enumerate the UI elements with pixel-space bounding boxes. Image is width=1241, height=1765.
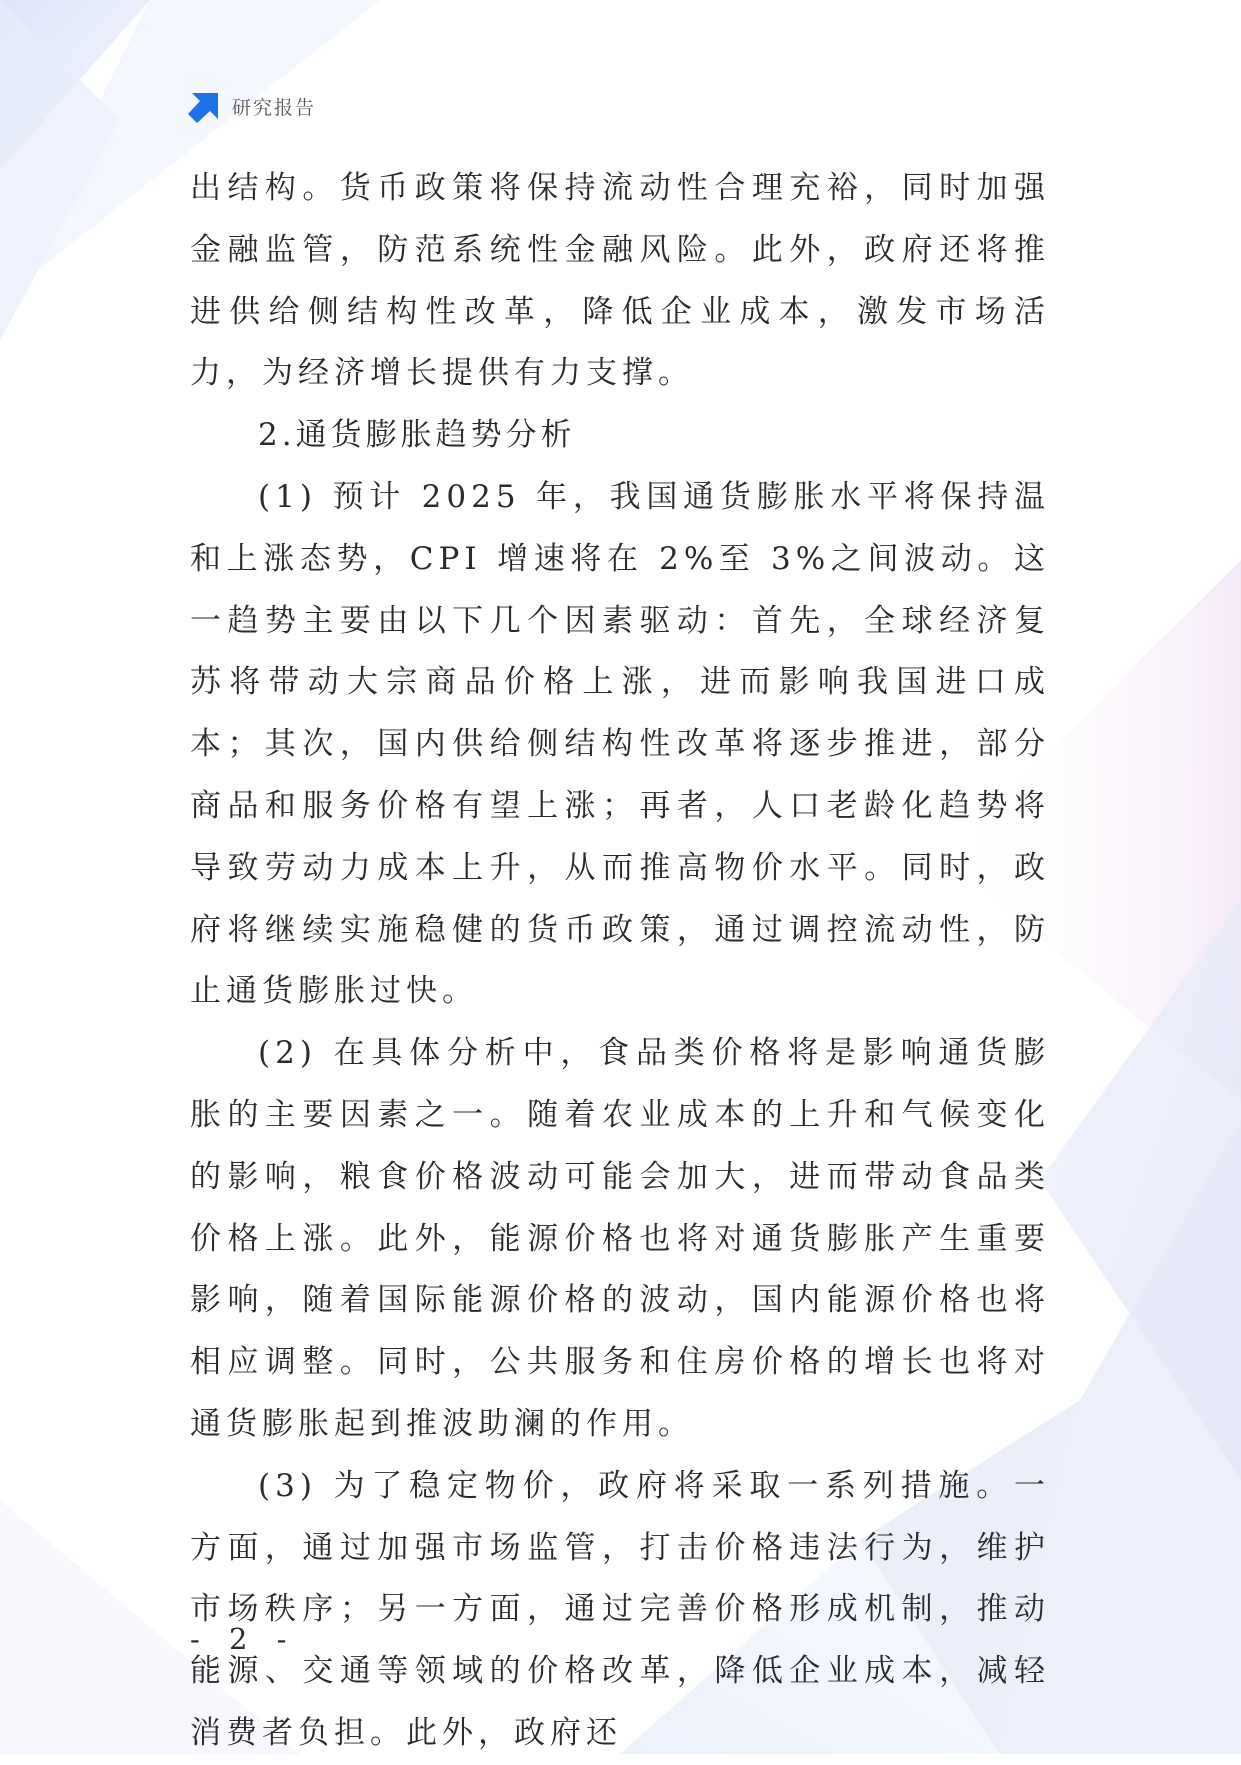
document-body xyxy=(190,158,1050,1765)
paragraph-item-2: (2) 在具体分析中，食品类价格将是影响通货膨胀的主要因素之一。随着农业成本的上升和气候变化的影响，粮食价格波动可能会加大，进而带动食品类价格上涨。此外，能源价格也将对通货膨胀产生重要影响，随着国际能源价格的波动，国内能源价格也将相应调整。同时，公共服务和住房价格的增长也将对通货膨胀起到推波助澜的作用。 xyxy=(190,1035,1050,1442)
document-header xyxy=(188,88,316,124)
header-label: 研究报告 xyxy=(232,96,317,119)
arrow-up-right-icon xyxy=(188,89,222,123)
paragraph: 出结构。货币政策将保持流动性合理充裕，同时加强金融监管，防范系统性金融风险。此外，政府还将推进供给侧结构性改革，降低企业成本，激发市场活力，为经济增长提供有力支撑。 xyxy=(190,170,1050,392)
page-number: - 2 - xyxy=(190,1622,297,1656)
paragraph-item-1: (1) 预计 2025 年，我国通货膨胀水平将保持温和上涨态势，CPI 增速将在 2%至 3%之间波动。这一趋势主要由以下几个因素驱动：首先，全球经济复苏将带动大宗商品价格上涨，进而影响我国进口成本；其次，国内供给侧结构性改革将逐步推进，部分商品和服务价格有望上涨；再者，人口老龄化趋势将导致劳动力成本上升，从而推高物价水平。同时，政府将继续实施稳健的货币政策，通过调控流动性，防止通货膨胀过快。 xyxy=(190,478,1050,1010)
paragraph-item-3: (3) 为了稳定物价，政府将采取一系列措施。一方面，通过加强市场监管，打击价格违法行为，维护市场秩序；另一方面，通过完善价格形成机制，推动能源、交通等领域的价格改革，降低企业成本，减轻消费者负担。此外，政府还 xyxy=(190,1467,1050,1751)
section-heading: 2.通货膨胀趋势分析 xyxy=(258,417,576,454)
